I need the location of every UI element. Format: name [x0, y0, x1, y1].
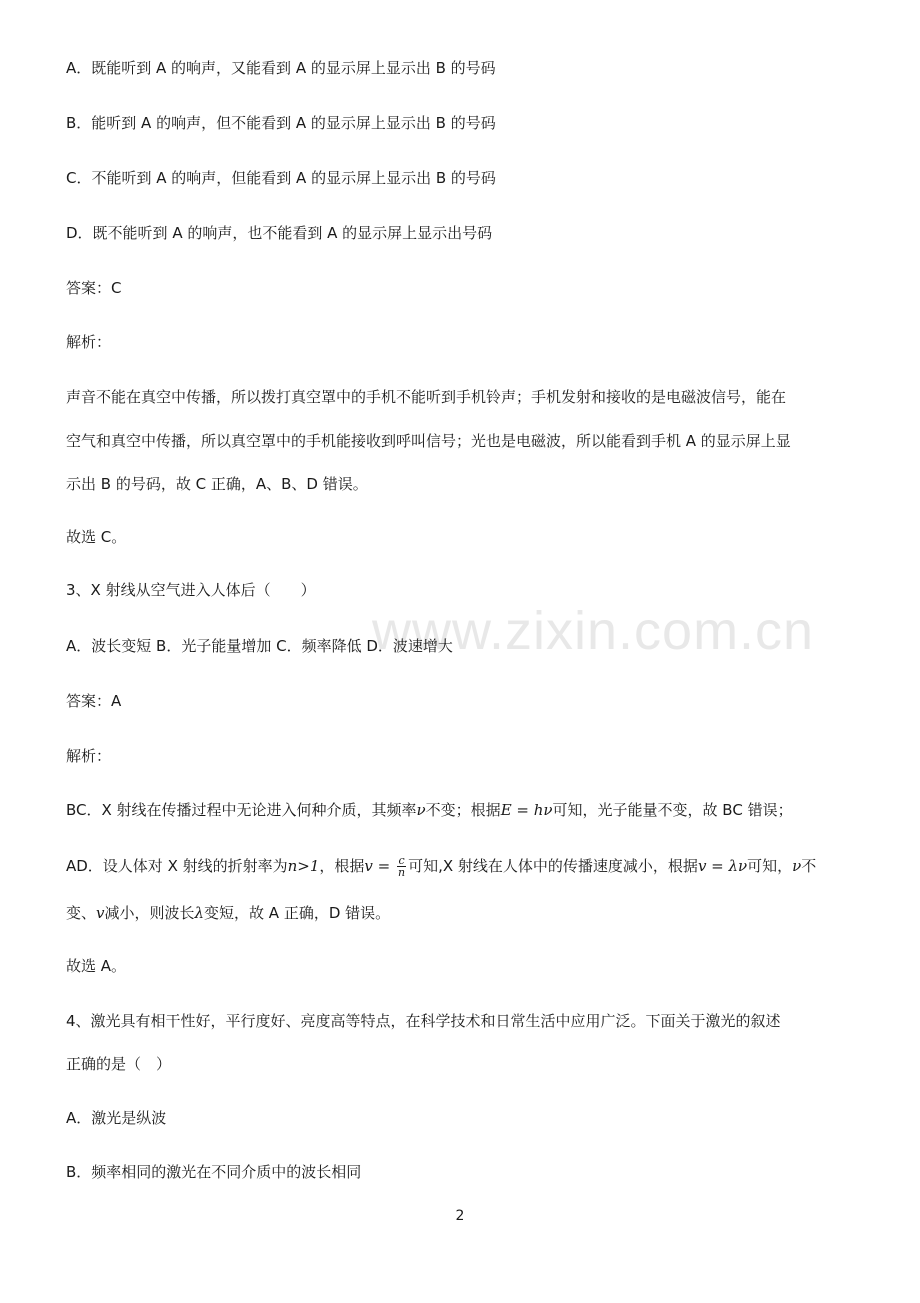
q4-stem-line1: 4、激光具有相干性好，平行度好、亮度高等特点，在科学技术和日常生活中应用广泛。下面关于激光的叙述: [66, 1012, 781, 1030]
text-segment: 减小，则波长: [104, 904, 195, 922]
refractive-index-condition: n>1: [287, 857, 320, 875]
text-segment: 变、: [66, 904, 97, 922]
fraction-c-over-n: [397, 855, 406, 878]
fraction-numerator: c: [398, 854, 405, 867]
q2-analysis-line: 示出 B 的号码，故 C 正确，A、B、D 错误。: [66, 475, 368, 493]
text-segment: 可知，光子能量不变，故 BC 错误；: [552, 801, 793, 819]
q4-stem-line2: 正确的是（ ）: [66, 1055, 172, 1073]
q4-option-a: A．激光是纵波: [66, 1109, 167, 1127]
text-segment: 可知，: [747, 857, 793, 875]
q2-answer: 答案：C: [66, 279, 122, 297]
velocity-symbol: v: [96, 904, 105, 922]
formula-energy: E = hν: [500, 801, 553, 819]
q3-conclusion: 故选 A。: [66, 957, 127, 975]
q4-option-b: B．频率相同的激光在不同介质中的波长相同: [66, 1163, 362, 1181]
q3-analysis-label: 解析：: [66, 747, 112, 765]
q3-stem: 3、X 射线从空气进入人体后（ ）: [66, 581, 316, 599]
text-segment: 不: [801, 857, 817, 875]
text-segment: BC．X 射线在传播过程中无论进入何种介质，其频率: [66, 801, 417, 819]
nu-symbol: ν: [792, 857, 802, 875]
q3-analysis-bc: [66, 800, 793, 820]
q3-options: A．波长变短 B．光子能量增加 C．频率降低 D．波速增大: [66, 637, 453, 655]
q2-conclusion: 故选 C。: [66, 528, 127, 546]
velocity-equation: v =: [364, 857, 396, 875]
q3-analysis-ad-cont: [66, 903, 390, 923]
text-segment: AD．设人体对 X 射线的折射率为: [66, 857, 288, 875]
q3-analysis-ad: [66, 854, 817, 879]
q2-option-a: A．既能听到 A 的响声，又能看到 A 的显示屏上显示出 B 的号码: [66, 59, 496, 77]
q2-analysis-line: 空气和真空中传播，所以真空罩中的手机能接收到呼叫信号；光也是电磁波，所以能看到手机 A 的显示屏上显: [66, 432, 791, 450]
text-segment: ，根据: [319, 857, 365, 875]
page-number: 2: [455, 1208, 465, 1224]
lambda-symbol: λ: [194, 904, 205, 922]
q2-analysis-label: 解析：: [66, 333, 112, 351]
nu-symbol: ν: [416, 801, 426, 819]
text-segment: 不变；根据: [425, 801, 501, 819]
watermark: www.zixin.com.cn: [372, 601, 815, 661]
q2-option-d: D．既不能听到 A 的响声，也不能看到 A 的显示屏上显示出号码: [66, 224, 493, 242]
formula-wave-speed: v = λν: [697, 857, 748, 875]
q3-answer: 答案：A: [66, 692, 122, 710]
q2-analysis-line: 声音不能在真空中传播，所以拨打真空罩中的手机不能听到手机铃声；手机发射和接收的是电磁波信号，能在: [66, 388, 787, 406]
fraction-denominator: n: [398, 866, 406, 879]
text-segment: 变短，故 A 正确，D 错误。: [204, 904, 391, 922]
q2-option-c: C．不能听到 A 的响声，但能看到 A 的显示屏上显示出 B 的号码: [66, 169, 496, 187]
text-segment: 可知,X 射线在人体中的传播速度减小，根据: [408, 857, 698, 875]
q2-option-b: B．能听到 A 的响声，但不能看到 A 的显示屏上显示出 B 的号码: [66, 114, 496, 132]
